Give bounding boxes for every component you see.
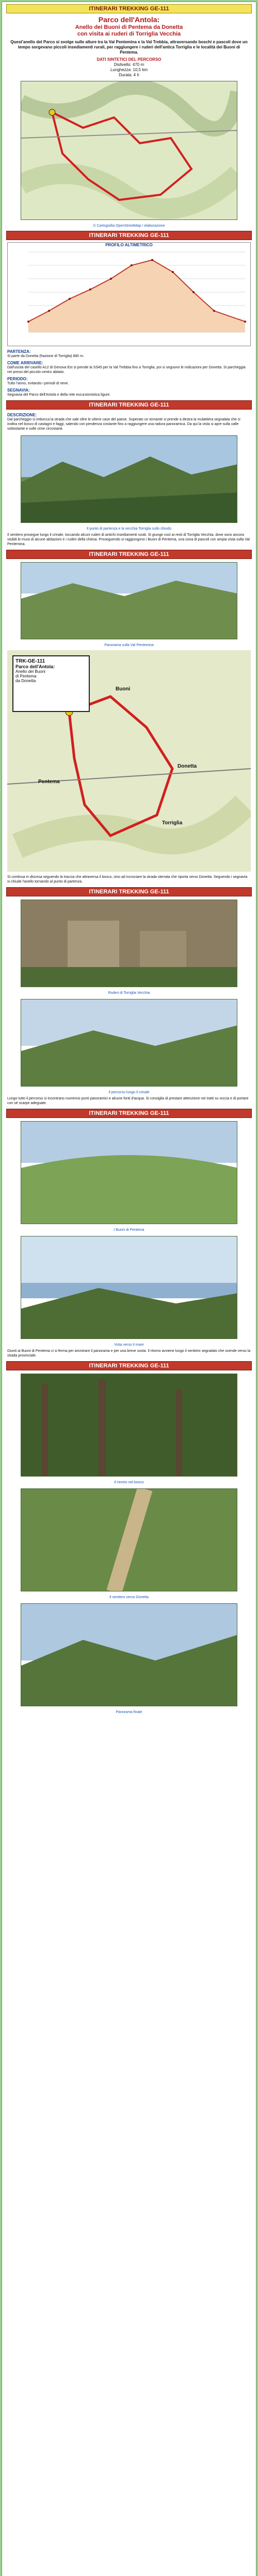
photo-panorama-2 <box>21 562 237 639</box>
profile-point <box>151 259 153 261</box>
profile-point <box>192 291 195 293</box>
photo-sea-view <box>21 1236 237 1339</box>
photo-trail <box>21 1488 237 1591</box>
photo-caption-1: Il punto di partenza e la vecchia Torriglia sullo sfondo <box>86 527 172 531</box>
page <box>2 2 256 2576</box>
start-text: Si parte da Donetta (frazione di Torriglia) 880 m. <box>7 354 84 358</box>
section-banner-5: ITINERARI TREKKING GE-111 <box>6 887 252 896</box>
photo-pastures <box>21 1121 237 1224</box>
description-text-3: Si continua in discesa seguendo la traccia che attraversa il bosco, sino ad incrociare la strada sterrata che riporta verso Donetta. Seguendo i segnavia si chiude l'anello tornando al punto di partenza. <box>7 875 248 884</box>
arrival-title: COME ARRIVARE: <box>7 361 43 365</box>
arrival-text: Dall'uscita del casello A12 di Genova Est si prende la SS45 per la Val Trebbia fino a Torriglia, poi si seguono le indicazioni per Donetta. Si parcheggia nei pressi del piccolo centro abitato. <box>7 366 246 374</box>
photo-caption-9: Panorama finale <box>116 1710 142 1714</box>
description-text-5: Giunti ai Buoni di Pentema ci si ferma per ammirare il panorama e per una breve sosta. Il ritorno avviene lungo il sentiero segnalato che scende verso la strada provinciale. <box>7 1349 251 1358</box>
period-title: PERIODO: <box>7 377 28 381</box>
photo-caption-2: Panorama sulla Val Pentemina <box>104 643 154 647</box>
photo-caption-7: Il rientro nel bosco <box>114 1481 144 1484</box>
summary-box <box>2 57 256 78</box>
map-card-line-2: di Pentema <box>15 674 37 679</box>
map-place-pentema: Pentema <box>38 779 60 785</box>
photo-caption-3: Ruderi di Torriglia Vecchia <box>108 991 150 995</box>
profile-point <box>27 320 29 323</box>
description-text-4: Lungo tutto il percorso si incontrano numerosi punti panoramici e alcune fonti d'acqua. Si consiglia di prestare attenzione nei tratti su roccia e di portare con sé scarpe adeguate. <box>7 1097 249 1105</box>
profile-point <box>110 278 112 280</box>
map-detail-section <box>7 650 251 872</box>
profile-area <box>28 260 245 332</box>
map-place-donetta: Donetta <box>178 764 197 769</box>
photo-ruins <box>21 900 237 987</box>
photo-woods <box>21 1374 237 1477</box>
page-subtitle-2: con visita ai ruderi di Torriglia Vecchia <box>77 31 181 37</box>
map-legend-card <box>12 655 90 712</box>
page-title: Parco dell'Antola: <box>98 15 160 24</box>
profile-point <box>244 320 246 323</box>
section-start <box>2 348 256 360</box>
profile-point <box>131 264 133 266</box>
profile-point <box>89 289 91 291</box>
photo-caption-4: Il percorso lungo il crinale <box>108 1091 150 1094</box>
map-card-title: Parco dell'Antola: <box>15 664 55 669</box>
section-banner-3: ITINERARI TREKKING GE-111 <box>6 400 252 410</box>
signs-title: SEGNAVIA: <box>7 388 30 393</box>
map-card-line-1: Anello dei Buoni <box>15 669 45 674</box>
section-banner-6: ITINERARI TREKKING GE-111 <box>6 1109 252 1118</box>
section-banner-7: ITINERARI TREKKING GE-111 <box>6 1361 252 1370</box>
section-description <box>2 412 256 432</box>
start-title: PARTENZA: <box>7 349 31 354</box>
photo-caption-5: I Buoni di Pentema <box>114 1228 144 1232</box>
summary-line-1: Dislivello: 470 m <box>114 62 144 67</box>
photo-caption-8: Il sentiero verso Donetta <box>109 1596 149 1599</box>
section-banner-2: ITINERARI TREKKING GE-111 <box>6 231 252 240</box>
section-signs <box>2 387 256 398</box>
signs-text: Segnavia del Parco dell'Antola e della rete escursionistica ligure. <box>7 393 111 397</box>
intro-text: Quest'anello del Parco si svolge sulle alture tra la Val Pentemina e la Val Trebbia, attraversando boschi e pascoli dove un tempo sorgevano piccoli insediamenti rurali, per raggiungere i ruderi dell'antica Torriglia e le località dei Buoni di Pentema. <box>10 40 248 55</box>
description-text: Dal parcheggio si imbocca la strada che sale oltre le ultime case del paese. Superato un tornante si prende a destra la mulattiera segnalata che si inoltra nel bosco di castagni e faggi, salendo con pendenza costante fino a raggiungere una radura panoramica. Da qui la vista si apre sulla valle sottostante e sulle cime circostanti. <box>7 418 240 431</box>
summary-line-3: Durata: 4 h <box>119 73 139 77</box>
photo-ridge <box>21 999 237 1087</box>
route-map-overview <box>21 81 237 220</box>
photo-caption-6: Vista verso il mare <box>114 1343 144 1347</box>
profile-point <box>213 310 215 312</box>
photo-final <box>21 1603 237 1706</box>
description-text-2: Il sentiero prosegue lungo il crinale, toccando alcuni ruderi di antichi insediamenti rurali. Si giunge così ai resti di Torriglia Vecchia, dove sono ancora visibili le mura di alcune abitazioni e i ruderi della chiesa. Proseguendo si raggiungono i Buoni di Pentema, una zona di pascoli con ampia vista sulla Val Pentemina. <box>7 533 250 546</box>
summary-heading: DATI SINTETICI DEL PERCORSO <box>96 57 162 62</box>
summary-line-2: Lunghezza: 10,5 km <box>110 67 148 72</box>
photo-panorama-1 <box>21 435 237 523</box>
map-place-buoni: Buoni <box>116 686 131 692</box>
elevation-profile-chart <box>7 242 251 346</box>
map-card-line-3: da Donetta <box>15 679 36 683</box>
page-subtitle-1: Anello dei Buoni di Pentema da Donetta <box>75 24 183 30</box>
chart-caption: PROFILO ALTIMETRICO <box>105 243 153 247</box>
map-card-code: TRK-GE-111 <box>15 658 45 664</box>
section-period <box>2 376 256 387</box>
profile-point <box>172 271 174 273</box>
profile-point <box>69 298 71 300</box>
period-text: Tutto l'anno, evitando i periodi di neve. <box>7 382 69 385</box>
section-banner-4: ITINERARI TREKKING GE-111 <box>6 550 252 559</box>
description-title: DESCRIZIONE: <box>7 413 37 417</box>
map-place-torriglia: Torriglia <box>162 820 183 826</box>
map-caption: © Cartografia OpenStreetMap / elaborazione <box>93 224 165 228</box>
header-banner: ITINERARI TREKKING GE-111 <box>6 4 252 13</box>
section-arrival <box>2 360 256 376</box>
profile-point <box>48 310 50 312</box>
